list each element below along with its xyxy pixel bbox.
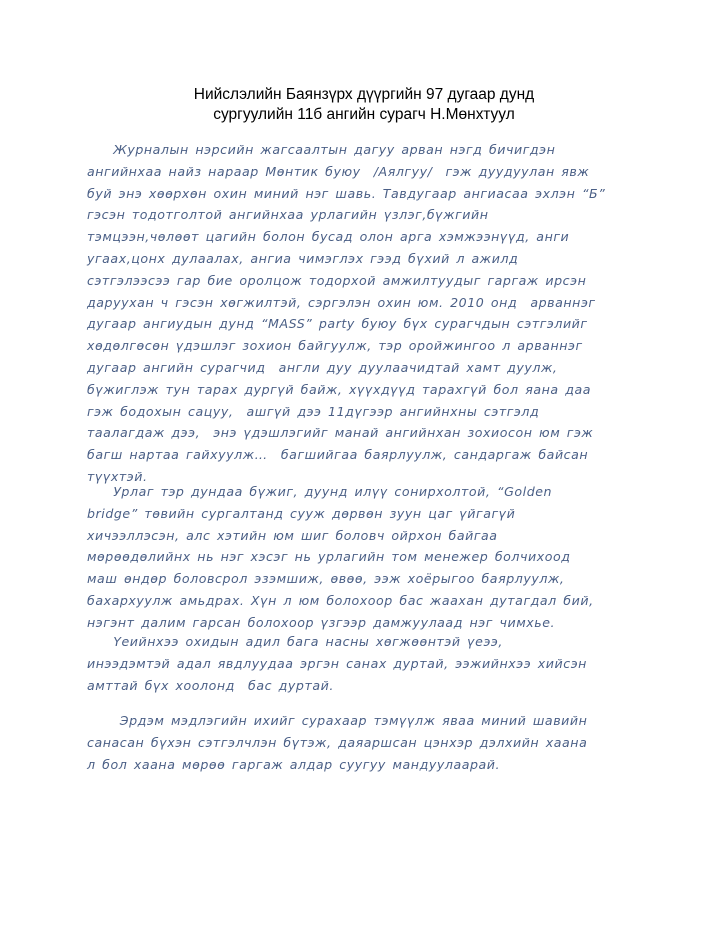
- paragraph-line: сэтгэлээсээ гар бие оролцож тодорхой амжилтуудыг гаргаж ирсэн: [87, 272, 587, 288]
- paragraph-line: ангийнхаа найз нараар Мөнтик буюу /Аялгуу/ гэж дуудуулан явж: [87, 163, 590, 179]
- paragraph-line: Журналын нэрсийн жагсаалтын дагуу арван нэгд бичигдэн: [87, 142, 556, 157]
- paragraph-line: инээдэмтэй адал явдлуудаа эргэн санах дуртай, ээжийнхээ хийсэн: [87, 655, 587, 671]
- paragraph-1: [87, 139, 672, 488]
- paragraph-line: хичээллэсэн, алс хэтийн юм шиг боловч ойрхон байгаа: [87, 527, 498, 543]
- paragraph-line: bridge” төвийн сургалтанд сууж дөрвөн зуун цаг үйгагүй: [87, 505, 516, 521]
- paragraph-line: л бол хаана мөрөө гаргаж алдар суугуу мандуулаарай.: [87, 756, 501, 772]
- paragraph-line: бахархуулж амьдрах. Хүн л юм болохоор бас жаахан дутагдал бий,: [87, 592, 594, 608]
- paragraph-line: даруухан ч гэсэн хөгжилтэй, сэргэлэн охин юм. 2010 онд арваннэг: [87, 294, 596, 310]
- paragraph-line: хөдөлгөсөн үдэшлэг зохион байгуулж, тэр оройжингоо л арваннэг: [87, 338, 583, 354]
- paragraph-line: таалагдаж дээ, энэ үдэшлэгийг манай ангийнхан зохиосон юм гэж: [87, 425, 594, 441]
- paragraph-line: тэмцээн,чөлөөт цагийн болон бусад олон арга хэмжээнүүд, анги: [87, 229, 570, 245]
- title-line: сургуулийн 11б ангийн сурагч Н.Мөнхтуул: [213, 106, 515, 123]
- paragraph-line: Үеийнхээ охидын адил бага насны хөгжөөнтэй үеээ,: [87, 634, 503, 649]
- paragraph-line: Эрдэм мэдлэгийн ихийг сурахаар тэмүүлж яваа миний шавийн: [87, 713, 588, 728]
- paragraph-line: дугаар ангиудын дунд “MASS” party буюу бүх сурагчдын сэтгэлийг: [87, 316, 588, 332]
- paragraph-line: гэж бодохын сацуу, ашгүй дээ 11дүгээр ангийнхны сэтгэлд: [87, 403, 540, 419]
- paragraph-line: бүжиглэж тун тарах дургүй байж, хүүхдүүд тарахгүй бол яана даа: [87, 381, 591, 397]
- paragraph-line: түүхтэй.: [87, 468, 148, 484]
- title-line: Нийслэлийн Баянзүрх дүүргийн 97 дугаар дунд: [193, 86, 535, 103]
- paragraph-line: нэгэнт далим гарсан болохоор үзгээр дамжуулаад нэг чимхье.: [87, 614, 556, 630]
- paragraph-line: Урлаг тэр дундаа бүжиг, дуунд илүү сонирхолтой, “Golden: [87, 484, 553, 499]
- paragraph-line: мөрөөдөлийнх нь нэг хэсэг нь урлагийн том менежер болчихоод: [87, 549, 571, 565]
- paragraph-3: [87, 631, 672, 696]
- paragraph-line: санасан бүхэн сэтгэлчлэн бүтэж, даяаршсан цэнхэр дэлхийн хаана: [87, 734, 588, 750]
- paragraph-line: дугаар ангийн сурагчид англи дуу дуулаачидтай хамт дуулж,: [87, 359, 558, 375]
- paragraph-line: гэсэн тодотголтой ангийнхаа урлагийн үзлэг,бүжгийн: [87, 207, 489, 223]
- paragraph-2: [87, 481, 672, 634]
- paragraph-line: багш нартаа гайхуулж… багшийгаа баярлуулж, сандаргаж байсан: [87, 447, 589, 463]
- paragraph-line: маш өндөр боловсрол эзэмшиж, өвөө, ээж хоёрыгоо баярлуулж,: [87, 571, 565, 587]
- paragraph-line: амттай бүх хоолонд бас дуртай.: [87, 677, 334, 693]
- document-title: [60, 85, 668, 125]
- paragraph-line: угаах,цонх дулаалах, ангиа чимэглэх гээд бүхий л ажилд: [87, 250, 519, 266]
- paragraph-4: [87, 710, 672, 775]
- paragraph-line: буй энэ хөөрхөн охин миний нэг шавь. Тавдугаар ангиасаа эхлэн “Б”: [87, 185, 606, 201]
